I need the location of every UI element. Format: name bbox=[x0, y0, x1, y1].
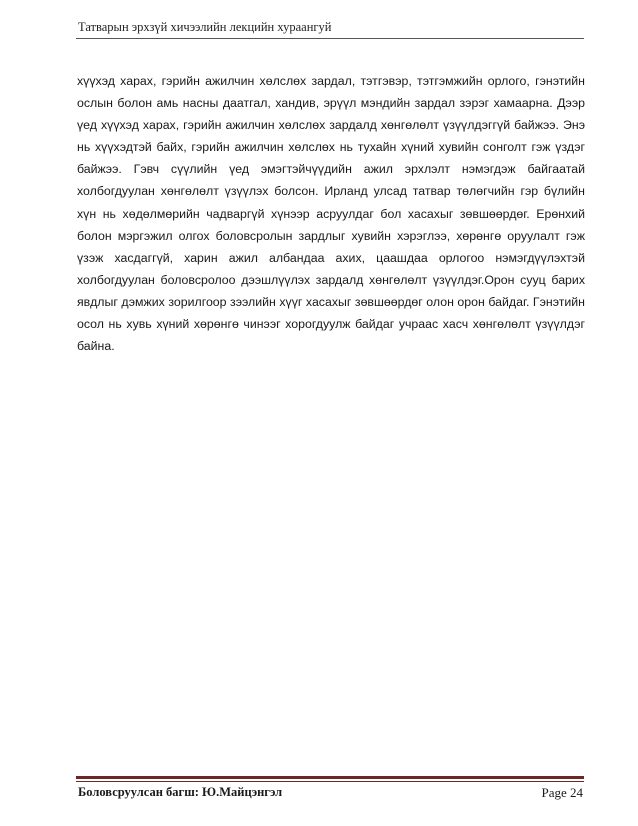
body-paragraph: хүүхэд харах, гэрийн ажилчин хөлслөх зардал, тэтгэвэр, тэтгэмжийн орлого, гэнэтийн ослын болон амь насны даатгал, хандив, эрүүл мэндийн зардал зэрэг хамаарна. Дээр үед хүүхэд харах, гэрийн ажилчин хөлслөх зардалд хөнгөлөлт үзүүлдэггүй байжээ. Энэ нь хүүхэдтэй байх, гэрийн ажилчин хөлслөх нь тухайн хүний хувийн сонголт гэж үздэг байжээ. Гэвч сүүлийн үед эмэгтэйчүүдийн ажил эрхлэлт нэмэгдэж байгаатай холбогдуулан хөнгөлөлт үзүүлэх болсон. Ирланд улсад татвар төлөгчийн гэр бүлийн хүн нь хөдөлмөрийн чадваргүй хүнээр асруулдаг бол хасахыг зөвшөөрдөг. Ерөнхий болон мэргэжил олгох боловсролын зардлыг хувийн хэрэглээ, хөрөнгө оруулалт гэж үзэж хасдаггүй, харин ажил албандаа ахих, цаашдаа орлогоо нэмэгдүүлэхтэй холбогдуулан боловсролоо дээшлүүлэх зардалд хөнгөлөлт үзүүлдэг.Орон сууц барих явдлыг дэмжих зорилгоор зээлийн хүүг хасахыг зөвшөөрдөг олон орон байдаг. Гэнэтийн осол нь хувь хүний хөрөнгө чинээг хорогдуулж байдаг учраас хасч хөнгөлөлт үзүүлдэг байна. bbox=[77, 74, 585, 354]
page-number: Page 24 bbox=[541, 785, 583, 800]
footer-divider-thick bbox=[76, 776, 584, 779]
running-header-title: Татварын эрхзүй хичээлийн лекцийн хураангуй bbox=[78, 20, 332, 34]
header-divider bbox=[76, 38, 584, 39]
footer-author: Боловсруулсан багш: Ю.Майцэнгэл bbox=[78, 785, 283, 799]
footer-divider-thin bbox=[76, 781, 584, 782]
